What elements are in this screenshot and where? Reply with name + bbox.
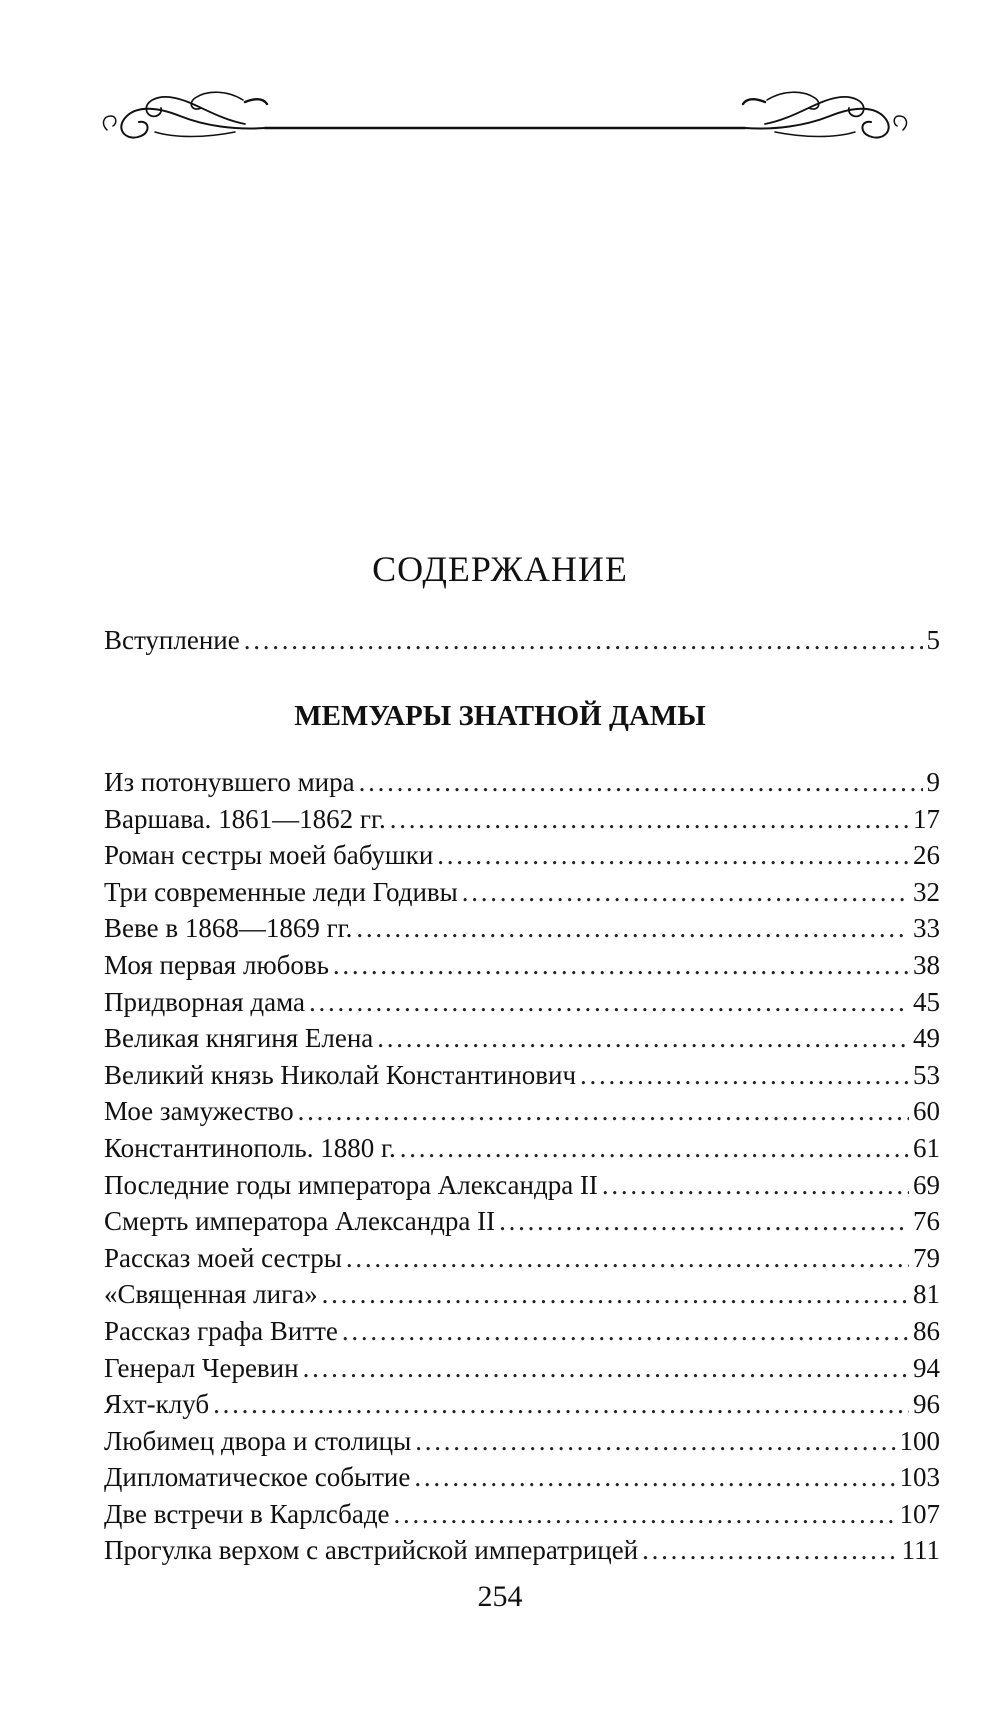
toc-entry-label: Последние годы императора Александра II bbox=[104, 1169, 598, 1200]
toc-entry[interactable] bbox=[104, 1276, 940, 1313]
toc-entry-page: 38 bbox=[913, 949, 940, 980]
flourish-divider-icon bbox=[95, 78, 915, 158]
toc-entry-label: Варшава. 1861—1862 гг. bbox=[104, 803, 386, 834]
toc-entry[interactable] bbox=[104, 1350, 940, 1387]
toc-entry-label: Мое замужество bbox=[104, 1096, 294, 1127]
toc-entry-page: 32 bbox=[913, 876, 940, 907]
toc-entry[interactable] bbox=[104, 1020, 940, 1057]
toc-entry-label: Вступление bbox=[104, 625, 240, 655]
toc-entry-page: 100 bbox=[899, 1425, 940, 1456]
dot-leader bbox=[309, 984, 909, 1020]
dot-leader bbox=[244, 622, 923, 658]
toc-entry-label: Любимец двора и столицы bbox=[104, 1425, 412, 1456]
toc-entry-page: 111 bbox=[901, 1535, 940, 1566]
toc-entry-page: 33 bbox=[913, 913, 940, 944]
dot-leader bbox=[437, 837, 909, 873]
toc-entry[interactable] bbox=[104, 764, 940, 801]
toc-entry-label: Две встречи в Карлсбаде bbox=[104, 1498, 390, 1529]
dot-leader bbox=[390, 801, 909, 837]
toc-entry[interactable] bbox=[104, 874, 940, 911]
dot-leader bbox=[342, 1313, 909, 1349]
toc-entry-page: 53 bbox=[913, 1059, 940, 1090]
toc-entry[interactable] bbox=[104, 1386, 940, 1423]
toc-entry-label: Яхт-клуб bbox=[104, 1389, 210, 1420]
dot-leader bbox=[356, 910, 909, 946]
toc-entry-page: 9 bbox=[926, 767, 940, 797]
toc-entry[interactable] bbox=[104, 947, 940, 984]
toc-entry-label: Рассказ графа Витте bbox=[104, 1315, 338, 1346]
dot-leader bbox=[462, 874, 909, 910]
toc-entry[interactable] bbox=[104, 801, 940, 838]
dot-leader bbox=[303, 1350, 909, 1386]
toc-entry-label: Великая княгиня Елена bbox=[104, 1023, 374, 1054]
toc-entry-label: Генерал Черевин bbox=[104, 1352, 299, 1383]
toc-entry-page: 61 bbox=[913, 1132, 940, 1163]
toc-entry-page: 45 bbox=[913, 986, 940, 1017]
toc-entry-label: Прогулка верхом с австрийской императрицей bbox=[104, 1535, 639, 1566]
toc-entry[interactable] bbox=[104, 1240, 940, 1277]
toc-entry[interactable] bbox=[104, 1423, 940, 1460]
dot-leader bbox=[414, 1459, 895, 1495]
toc-entry-page: 69 bbox=[913, 1169, 940, 1200]
toc-entry[interactable] bbox=[104, 1093, 940, 1130]
toc-entry-page: 86 bbox=[913, 1315, 940, 1346]
toc-entry[interactable] bbox=[104, 1130, 940, 1167]
toc-entry[interactable] bbox=[104, 1532, 940, 1569]
toc-entry-label: Моя первая любовь bbox=[104, 949, 329, 980]
toc-entry-label: Дипломатическое событие bbox=[104, 1462, 411, 1493]
section-heading: МЕМУАРЫ ЗНАТНОЙ ДАМЫ bbox=[294, 700, 706, 732]
toc-entry[interactable] bbox=[104, 837, 940, 874]
toc-entry-label: Из потонувшего мира bbox=[104, 767, 355, 797]
toc-entry-page: 103 bbox=[899, 1462, 940, 1493]
toc-entry[interactable] bbox=[104, 1203, 940, 1240]
dot-leader bbox=[322, 1276, 909, 1312]
toc-entry-page: 107 bbox=[899, 1498, 940, 1529]
toc-entry-page: 26 bbox=[913, 840, 940, 871]
toc-entry[interactable] bbox=[104, 910, 940, 947]
toc-entry-label: Константинополь. 1880 г. bbox=[104, 1132, 396, 1163]
dot-leader bbox=[333, 947, 909, 983]
toc-entry-label: «Священная лига» bbox=[104, 1279, 318, 1310]
toc-entry[interactable] bbox=[104, 1496, 940, 1533]
dot-leader bbox=[394, 1496, 896, 1532]
toc-entry-page: 81 bbox=[913, 1279, 940, 1310]
toc-entry-label: Веве в 1868—1869 гг. bbox=[104, 913, 353, 944]
dot-leader bbox=[377, 1020, 909, 1056]
toc-entry-label: Придворная дама bbox=[104, 986, 305, 1017]
toc-entry[interactable] bbox=[104, 1459, 940, 1496]
toc-entry-page: 49 bbox=[913, 1023, 940, 1054]
toc-entry[interactable] bbox=[104, 1057, 940, 1094]
dot-leader bbox=[415, 1423, 895, 1459]
toc-entry-label: Рассказ моей сестры bbox=[104, 1242, 342, 1273]
dot-leader bbox=[580, 1057, 909, 1093]
toc-entry[interactable] bbox=[104, 1167, 940, 1204]
dot-leader bbox=[400, 1130, 909, 1166]
toc-entry-intro[interactable] bbox=[104, 622, 940, 659]
toc-entry-page: 60 bbox=[913, 1096, 940, 1127]
toc-entry-page: 17 bbox=[913, 803, 940, 834]
dot-leader bbox=[298, 1093, 909, 1129]
toc-entry-page: 5 bbox=[926, 625, 940, 655]
dot-leader bbox=[213, 1386, 909, 1422]
toc-entry-page: 96 bbox=[913, 1389, 940, 1420]
toc-entry-label: Три современные леди Годивы bbox=[104, 876, 458, 907]
toc-entry-label: Смерть императора Александра II bbox=[104, 1206, 496, 1237]
dot-leader bbox=[642, 1532, 897, 1568]
toc-entry-label: Роман сестры моей бабушки bbox=[104, 840, 434, 871]
toc-entry-page: 79 bbox=[913, 1242, 940, 1273]
dot-leader bbox=[346, 1240, 909, 1276]
dot-leader bbox=[602, 1167, 909, 1203]
dot-leader bbox=[499, 1203, 909, 1239]
dot-leader bbox=[359, 764, 923, 800]
page-number: 254 bbox=[477, 1580, 523, 1613]
toc-entry-label: Великий князь Николай Константинович bbox=[104, 1059, 577, 1090]
toc-entry[interactable] bbox=[104, 984, 940, 1021]
contents-title: СОДЕРЖАНИЕ bbox=[372, 549, 628, 589]
toc-entry-page: 94 bbox=[913, 1352, 940, 1383]
toc-list bbox=[104, 764, 940, 1569]
toc-entry-page: 76 bbox=[913, 1206, 940, 1237]
toc-entry[interactable] bbox=[104, 1313, 940, 1350]
